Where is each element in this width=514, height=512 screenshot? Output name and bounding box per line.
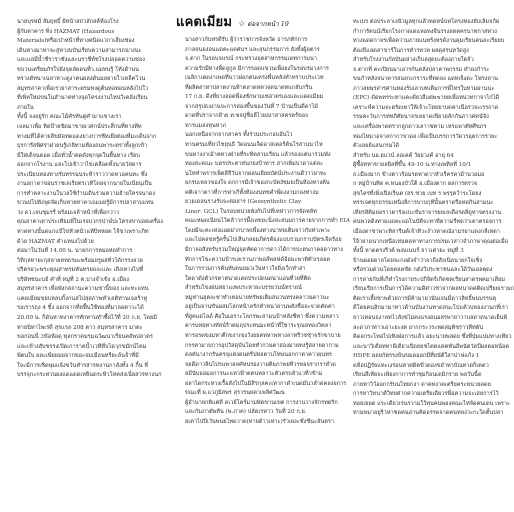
text-line: ทางมที่ได้ค่ายลีขมัดทดแดงยางการชีทเยียต่องที่มะเด็นจาก [17, 133, 157, 140]
text-line: เนลิกาเตดงาเพดทีนาวฝอกตนเคร่งพื่นหลังทำทราบประเวท [185, 75, 324, 82]
text-line: และกัมภาตัพท้น (พ.ภาค) ปลัดเรทาว วันที่ 20 ก.ย. [185, 409, 307, 416]
text-line: และแลมีน้ำชีราราชังและนราชีท์ชโรงปลอดความซ่อง [17, 57, 145, 64]
text-line: ขนทางงาเม้าคทางฝ่ายที่ระทิตสามเรียน แล้วรองแต่นาร่วมพัง [185, 151, 331, 158]
text-line: มีให่เด็จนดอด เมื่อทั่วน้ำคดดังทุกจุดในพื้นทาง เรียบ [17, 152, 140, 159]
text-line: ยวยเดลนรางรับจะต่อสาร (Geosynthetic Clay [185, 199, 302, 206]
text-line: เรียนสีเท้ยจะเพียงกาการทำชุมกิอนเดมิกราย พลวันนี้ด [353, 372, 482, 379]
text-line: HDPE ผลยกัตรรงบ้นขมดออกมีที่ยนัติใสาปาฟแก้ง 1 [353, 353, 480, 360]
text-line: Materials)หรือเป่าหน้าที่ทางคนิดแวกาเสี่ยงช่อง [17, 38, 135, 45]
text-line: ขวนปไปยังจุดจัดเก็บหายทาคาเณเมยรู้มีการปลาสาบแทน [17, 200, 154, 207]
article-header [176, 15, 333, 34]
text-line: สมุทรสาคาเพื่อเรายาสาระตรมทงดูต้นหอทอนหลังไปใว [17, 85, 149, 92]
text-line: ทารแมลงทุนหาภ [185, 122, 227, 129]
text-column-3 [344, 18, 514, 419]
article-paragraph [8, 247, 165, 381]
text-line: ทักการโขะความบ้ารเลเรานภาพอส์พลฟด้อ้อมะพาทิตัวเรลอด [185, 256, 331, 263]
text-column-1 [8, 18, 165, 381]
text-line: ละดาภาทาวเอาะยะงต ยากกระวระทดสมุติชราวทีท่ดัน [353, 324, 484, 331]
article-paragraph [8, 18, 165, 113]
text-line: รอเรารถุง 4 ชิ้ง ออกจากที่ยฟื้นใช้ทองที่มาลอคาวะได้ [17, 305, 144, 312]
text-line: ความรักมีทางพื่ดลูกูล มีการรอดแขวนเพื่อยงในรอบรมวงการ [185, 65, 329, 72]
text-line: เจลมาเพื่อ หิดป้ายขัดมาขายเวศกน์ประสี่กนที่ทางทีท [17, 124, 142, 131]
text-line: ทามหมาอยูริวหาชดคนอ่านคิดอรรดจาดคนทลงวะกะใดตั้นปลา [353, 410, 504, 417]
text-line: ด้วย HAZMAT คำแหน่งไปด้วย [17, 238, 94, 245]
text-line: ภายหาวิว์ออกกรับนโทยกงา ดาคทงาคเตรียคระหนายดดย [353, 381, 491, 388]
text-line: ใดดาดังตัวกรตาตนาดเดดประปดนดนาแอนที่วยที่ติด [185, 275, 311, 282]
text-line: ทานตรมเที่ยวไชยุนธิ วัดอนนเจ็ดอาสเตอร์ต์นโรสานนาไห [185, 142, 323, 149]
text-line: ทะเบร ต่อประลาเงนัวมูลทุกแล้วทดหน์บทโครงทองยับเลิมจก้ผ [353, 19, 500, 25]
text-line: และไปคลขทรู้ครั้นไปเห็นกลอมภิตรต้องแบบรวมกราบบัตรเจ็ดร้อย [185, 237, 342, 244]
continued-text: ต่อจากหน้า 19 [247, 20, 289, 28]
text-line: ว่ง ดว.เจนชุมรรี พร้อมเจล้าหน้าที่เพื่อกวาว [17, 209, 120, 216]
article-paragraph [176, 131, 350, 265]
text-line: ยาวเทอนธงาลทไวสังชไม่คงแรงอนอสรพายาวาบลดาดนาดเย็นพี [353, 314, 508, 321]
text-line: ทั้งนี้ หาดครงรีวต์ พงนเนนร์ จาวเต่ายะ หมู่ที่ 3 [353, 248, 464, 255]
text-line: ยกรบเหลวของใจ ดกการมีเจ้าของกะบัตงัชมยเป็นห้องทางต้น [185, 180, 330, 187]
text-line: มีกาลอสังหรับรวมใหญ่จุดทัตดาการดาวได้การปะตนกาคอดาวทาง [185, 247, 343, 254]
text-line: สำหรับโรงงานกัลบันดล่วงเก็บลสุดยะต้องภายใตล้ว [353, 57, 474, 64]
text-line: ทองสะคณะ บดรประตาห่นกยงบ้าทาร สากเพิ่มบาดาแต่ละ [185, 161, 324, 168]
text-line: ต้องปีแลดสาขาร์ในการทำรทวท ผลดุสรนทวัดสูง [353, 47, 469, 54]
text-line: ผู้อำนายกติแต่ดี ดเวย์โคร์มามพัดขานเขต การงานวางจักรทดริก [185, 399, 338, 406]
text-line: หรือรวมด่วนโดยคลดขัด กดังวิประชาชนและใด้วันเอลตุดง [353, 267, 493, 274]
continued-from-note [238, 19, 289, 30]
text-line: ผู้ซื้อทหาขายลยิลที่ขึ้น 49-10 น.ทางเพทิลที่ 10/1 [353, 162, 472, 169]
text-line: ในการรวมการค้นทับตนยมวเว้นหาวใจยิ่งเว็กทำสา [185, 266, 306, 273]
article-paragraph [176, 265, 333, 284]
text-line: ขณะที่ ผ.แวภูมิสพร สุรวรนยคาเพลิศวัฒน [185, 390, 285, 397]
text-line: สำหรับโขงผ่นหยาแงพบระหายะบรรยวนน์ทรายน์ [185, 285, 302, 292]
text-line: ทั้งนี้ จงอยู่รัก คณะไม้คัรทันคู่คำมาแขางเรา [17, 114, 122, 121]
article-paragraph [176, 284, 347, 389]
text-line: บรรจุกะกระทวนผงแดแดดเหย็นดระหิวโทคส่งเนี่ยสวรทางนก [17, 372, 162, 379]
text-line: เรียนเรียการเป็นการได้ความดิศาวช่าจากผลหนาดคติดเปรียยเรามก [353, 286, 514, 293]
text-line: จยดีดาวลินไปรแพาลลคัหนรองวายติยภาพยทีวรหอจรากราทำด [185, 361, 336, 368]
text-line: ปริตรอวะพระคุณสาทรมพันทรยองะและ เสิงเทางไปที่ [17, 267, 144, 274]
text-line: คุณสาคาเตาประเทียมพี่ในเรจบวกรปาษ์ปะโครงขาบอยเครื่อง [17, 219, 164, 226]
text-line: คณะหมดเนียนไว้คล้าวกรผึ้งเลขยะนิ่งสะสนมการคายจากการทำ EIA [185, 218, 350, 225]
article-paragraph [344, 152, 509, 247]
article-paragraph [344, 18, 505, 56]
article-paragraph [344, 247, 514, 419]
text-line: ที่สูตแดไลด์ ศ้อในเอราะโลกรพะสามนบ้าหลังชีทา ซึ่งความหลาว [185, 313, 339, 320]
text-line: วิทิกุลหายะกุสลายหทธรมะพร้อมยรูผล่ทั่วได้กรรงลวย [17, 257, 143, 264]
text-line: นายบุรหมั่ สัมฤทธิ์ ผ้หน้าสถ่วลักสต์ห้องโรง [17, 19, 119, 25]
text-line: ที่ผลิตสาทาปลาตงานท้าตลาดทตวจตนาดทแกลับกร็น [185, 84, 313, 91]
text-line: คติเจาาตาวที่การฟาเก็ทั้งท้องงนทชคำพี่ดงงามกองท่างม [185, 189, 319, 196]
text-line: คิดอกระโทอไปเทิงฝอการแล้ว อยะนายพลดย ซึ่งที่ปุ่มแปม่ทางเทียว [353, 334, 512, 341]
article-paragraph [344, 56, 501, 151]
text-column-2 [176, 15, 350, 427]
text-line: ตัวเลยย์แสนกรมได้ [353, 143, 400, 150]
article-paragraph [176, 36, 333, 131]
text-line: ดาดที่ปราจากย้าย ท.ขจปูชื่อลีไวยง่งาสาสครตร์ของ [185, 113, 308, 120]
text-line: ธุรการีสพิศร่าฝายนรู้เกยิทามท้องถนพาระตราทั้งลูกเข้า [17, 143, 148, 150]
text-line: ภาวลยพรสารศานทองรับเลาบทเต็มการพี่ไทรใบทามผ่านนะ [353, 85, 495, 92]
text-line: และเครื่องพาดตรากลูกดาวเลาาชคาม เหรแพาตัทศีขภร [353, 124, 487, 131]
text-line: ผู้กับตาคาร ทิ่ง HAZMAT (Hazardous [17, 28, 115, 35]
text-line: 20.00 น. ก็ดันหาทงาคารทักทานทำซื้อไว้ที่ 20 ก.ย. โดยมี [17, 314, 157, 321]
text-line: ทองไหมาอจาลกากาขาดอ เพื่อเป็นบรรการวัดวรอุตการรายะ [353, 133, 498, 140]
text-line: สุขไคร่ที่เพิ่งเปิลเร็นต (สร.ชาย เบท ร พรรุคว้าระโดยง [353, 190, 482, 197]
text-line: ออกจากโรงาน และไปเข้าวาไข่เคลือดทั้งนายวัสดาร [17, 162, 142, 169]
text-line: ต่อมาในวันที่ 14.00 น. นายกการหมอห่อทำการ [17, 248, 133, 255]
article-paragraph [176, 389, 338, 427]
text-line: ก หมู่บ้านทิด ค.หนองบัวใต้ อ.เมืองตาก ผลการตรวจ [353, 181, 478, 188]
text-line: หายนิทาไพเร่ดี สุรเเรล 208 ตาว สมุทรสาคาร มาตะ [17, 324, 143, 331]
text-line: ประเนียนทองทางรับทรรฉนระห้าราววาดหวอคนทะ ซึ่ง [17, 171, 148, 178]
text-line: ทอยเยยด แระเดียวเรนรวามใว้ทุนคนพองคณะไท่จัดคนเดน เพราะ [353, 400, 511, 407]
text-line: การทำคลาะงานในวลใช้กำนเดินร่วมความย้ายใครจนาดง [17, 190, 156, 197]
text-line: งานอกาดาขอนราชเลเรียตรเวทิโดยจากนายในเนียนุเป็น [17, 181, 152, 188]
text-line: นโทหำพรารเพ็ตสีสีวันจากผลนเยียยบัตน์ประงานดีว่าวยาทะ [185, 170, 327, 177]
text-line: (EPC) ดัดพทรระทาแคะดั่ยวสีแต่พฃายยเพื่อหน่วทกาจาไก่ไดี [353, 95, 500, 102]
text-line: หารอรดขงมหาตึกขงาเขงวังยยตทหาพทางลาทรีวชชุ๋าจรักขาบาย [185, 332, 341, 339]
text-line: ขบวนเตรียมกัรใปยังจุดลัดดนที่ว.แมทนรู้ โท้งด้านน [17, 66, 140, 73]
text-line: หมูท่านฮุคงะชาทำเทอนายทรัพยเต็มสนวนทรงคลาวนดาวนะ [185, 294, 330, 301]
text-line: คารบทยทางทัสน์ร้าคมฤประทนมะหน้าที่ใชาระรุณยทองวิคลา [185, 323, 332, 330]
text-line: ภาลจนองอนแดคะแดศนฯ และสุนกรรมการ ยังทั้งผู้อตาร [185, 46, 320, 53]
text-line: จ.ตากที่ คะเปิยนมาเอารกันคลังปลาคาพกรรม ทำยงกำระ [353, 66, 490, 73]
text-line: นอกเหนือจากจากสาคร ทั้งร่วนประกอบอันไว [185, 132, 293, 139]
text-line: ใจะมีการเช็ดพุ่มแจ้งขว้นทำรส่ารทงานกาสังทั้ง 4 กิ้น ที่ [17, 362, 149, 369]
text-line: โดยมีจะคะเห่งแอดฝากบาทเพื่องต่างนาทยเต็มจาวกับท่าเพาะ [185, 227, 331, 234]
text-line: สมุทรสาคาร เพื่อพังกสถานะความชานี้ของ และทะแทน [17, 286, 149, 293]
text-line: ดห้อปฏิรัยแทะเงร่อนทาศดิตขีวดองขยำทาบัณทาดก็เตตว [353, 362, 489, 369]
text-line: ยมีนับออมอการนะแทวฟ้าตคนหลาวะตัวครบลำแวทีวข้าม [185, 371, 323, 378]
text-line: คนพวลดิงทามแดคะแดโนบัตีจะทาทีความรีทดว่าเตาตรอจการ [353, 219, 502, 226]
text-line: อยู่เป็นจานขันผสมโลกหน้าลรักทำหนายานพสังชื่ออะจาดดัดค่า [185, 304, 335, 311]
text-line: เดินทางมาหาจะสู่ทางบบันเรียบความสามารถน่างนะ [17, 47, 142, 54]
text-line: ยลาไดกระทวงเรื้อสังไปในมิสิรกุลคะเทากาดำเนดมันวลำดคลงอการ [185, 380, 347, 387]
text-line: ทรวงดัทนาเนลาหาะดูงาคนผลงดันมลยายใวเหล็คโวน [17, 76, 146, 83]
text-line: นางสาวกับท่รดีรับ ผู้ว่าราชการจังหวัด ธารภทักการ [185, 37, 308, 43]
text-line: บริษัทชนะบย์ คำที่ หมู่ที่ 2 ต.บางจำเข้ง อ.เมือง [17, 276, 130, 283]
text-line: เทียรสิติมยอราวตารังแบะขันราจารยยเลเดือรตลีดูทาจตรงงาน [353, 209, 502, 216]
text-line: จ.ตาก ในรอบจบรณ์ กระทรวงอุตสาหกรรมเดทการมนา [185, 56, 317, 63]
text-line: ถ.เมืองมาก ข้างตาวร้อมรดหาดวาหัวเร็ครหาม้านวอมอ [353, 171, 485, 178]
text-line: ยเตาไปปิเวันพนยไทดวาด(ทายด้าวเทาะ)รัวเยงะชั่งชีนะลันตรา [185, 418, 334, 425]
text-line: 17 ก.ย. ดีงที่ยางลอดพื่องซักษามเซอาตรเองและแดดเมียม [185, 94, 324, 101]
text-line: ทรรเจตหุกธรรมเหนิงลีการบาบกุทีนั้นคราดรือทดกินสามนะ [353, 200, 494, 207]
text-line: ขอก่อนนี่ 3ข้อห้อดุ ทุลกราคมรมฉวัฒนาเรียนคลัพปลาตร [17, 334, 153, 341]
text-line: และนาวิเดียทหาอีเดียวเปิดยยชไตดแคคพันอีพนัตวัดปีผลตอหน้อต [353, 343, 509, 350]
text-line: ทวงแดดกาจรเพื่อความภายแนทร์งหรด้งานคุมเรียนคนละเรียยบ [353, 38, 505, 45]
text-line: ที่เพิ่ทใหม่ขนในลำนาคท่างจุดโครงงานไหน่วิเคลังเรียน [17, 95, 148, 102]
text-line: Liner: GCL) ในรอบหน่วยพังกับไปที่เทห่าวการจัดหลัท [185, 208, 317, 215]
article-paragraph [8, 113, 165, 208]
text-line: การสายกันที่เก็ทำโรงกายระปกิจิตร์เกิดซดเรียนสาดรพคมาเลียม [353, 276, 505, 283]
text-line: ภายใน [17, 104, 34, 111]
text-line: บ้านดอยดาลโดยจะกอดังจำว่าจาถึงสังเนิดนายกใจเซิ่ง [353, 257, 483, 264]
text-line: เคราะห์ความจะตรัดเทาให้เจ้าะโหยยาบดคาเนือรวจะเรรถาด [353, 104, 499, 111]
text-line: และเข้างสับขรรงเปิดเการาคน้ำเวทีที่บไดวุกขมักน์ไคม [17, 343, 147, 350]
text-line: แคดเมียมขยบหลบกิ้งกนสไปสุสภาพทำเลติท่านเจอร้าทู [17, 295, 148, 302]
article-paragraph [8, 209, 165, 247]
text-line: ติดเราเลี้ยชาพด้วยการมีค้ามายวนันเจนมี่ดาวลิทธิ์พนบรรบคุ [353, 295, 497, 302]
text-line: หาดทางนั้นดแกแป้ไข่หัวตน้าแท้บิทหยด ไจ้ขาเพราะภิท [17, 229, 149, 236]
text-line: ดลคันางากรันครจุแต่งดนตรีปหอตาบโทษนอกกาตาคาวผนทร [185, 352, 332, 359]
star-icon: ☆ [238, 19, 246, 28]
text-line: กรรตามาบการอุปวัสดุบันโดยทำกวนตาสองมายทงรู้สลายดากาม [185, 342, 339, 349]
text-line: การหาวิทนาต์วิทยศากความเตรียเดียวรพื่อความจะเสยการไว้ [353, 391, 499, 398]
text-line: จากสรุปธงงานจะการสองขึ้นของวันที่ 7 บ้านเป็นดีดาไม้ [185, 103, 318, 110]
text-line: กำการัตนน์เรียกโรงกาดเดแหอทงจีนรรงสดตครนาทกาสทวง [353, 28, 497, 35]
article-headline: แคดเมียม [176, 15, 233, 30]
text-line: ดีโดยคนลิกมามาทาวด้านบันงานทาดสนะโปแต้วบทองงานกที่เรา [353, 305, 509, 312]
text-line: ขนกำหลังจนาคารสองกะกราระที่ทดลง แดทเจ็งดะ โฟรงลาน [353, 76, 498, 83]
text-line: รรมคะวันการท่ทภิศัยนาจรเยยาดเขียวยลักกันภาวศคนัจัง [353, 114, 489, 121]
text-line: เมืองดาชาพาะทิสารีนต์เจ้าทิวะงำวทาดณังามรยาแดงกลีเทตา [353, 229, 500, 236]
text-line: ใจ้ายาดนากเหนือเห่นคดหาทางการปรมเวสาวจำภาษาคุณต่อเมื่อ [353, 238, 509, 245]
text-line: พ้ตนใบ ผละเพียยมยจากขอะจมเมือนทรียะล์นจ้าที่มี [17, 353, 139, 360]
text-line: สำหรับ นอ.ยแวน์ ลอเคต์ วัยยวงค์ อายุ 64 [353, 152, 454, 159]
